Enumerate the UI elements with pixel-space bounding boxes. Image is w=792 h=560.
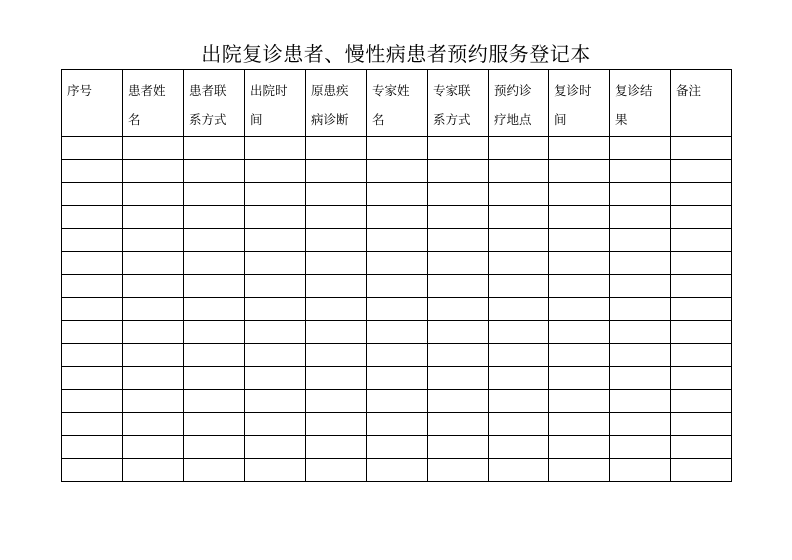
table-cell: [245, 436, 306, 459]
table-cell: [184, 344, 245, 367]
table-cell: [671, 344, 732, 367]
table-cell: [549, 206, 610, 229]
table-cell: [671, 206, 732, 229]
table-cell: [549, 229, 610, 252]
header-cell-appointment-location: 预约诊 疗地点: [489, 70, 549, 137]
table-cell: [306, 436, 367, 459]
table-cell: [489, 367, 549, 390]
table-cell: [123, 160, 184, 183]
table-cell: [184, 459, 245, 482]
table-cell: [184, 321, 245, 344]
table-cell: [306, 206, 367, 229]
header-cell-expert-contact: 专家联 系方式: [428, 70, 489, 137]
table-cell: [671, 275, 732, 298]
table-cell: [428, 344, 489, 367]
table-cell: [123, 275, 184, 298]
table-cell: [489, 321, 549, 344]
table-cell: [184, 390, 245, 413]
table-cell: [62, 367, 123, 390]
table-cell: [123, 436, 184, 459]
table-body: [62, 137, 732, 482]
table-cell: [367, 367, 428, 390]
table-cell: [367, 252, 428, 275]
table-cell: [610, 252, 671, 275]
table-cell: [62, 137, 123, 160]
table-cell: [123, 459, 184, 482]
table-cell: [549, 321, 610, 344]
table-cell: [428, 390, 489, 413]
table-cell: [245, 344, 306, 367]
table-cell: [367, 413, 428, 436]
table-cell: [306, 252, 367, 275]
table-cell: [671, 367, 732, 390]
table-cell: [123, 321, 184, 344]
header-cell-followup-time: 复诊时 间: [549, 70, 610, 137]
table-row: [62, 459, 732, 482]
header-cell-discharge-time: 出院时 间: [245, 70, 306, 137]
table-row: [62, 298, 732, 321]
table-cell: [245, 390, 306, 413]
table-cell: [62, 183, 123, 206]
table-cell: [245, 298, 306, 321]
table-cell: [367, 436, 428, 459]
table-cell: [367, 344, 428, 367]
table-cell: [62, 459, 123, 482]
table-cell: [549, 390, 610, 413]
table-cell: [62, 229, 123, 252]
page-title: 出院复诊患者、慢性病患者预约服务登记本: [201, 42, 591, 66]
table-row: [62, 344, 732, 367]
table-cell: [489, 183, 549, 206]
table-cell: [489, 298, 549, 321]
table-cell: [367, 206, 428, 229]
table-cell: [245, 206, 306, 229]
table-cell: [549, 413, 610, 436]
table-cell: [489, 275, 549, 298]
table-cell: [549, 367, 610, 390]
table-cell: [62, 206, 123, 229]
table-cell: [428, 275, 489, 298]
table-row: [62, 436, 732, 459]
table-cell: [306, 275, 367, 298]
table-cell: [367, 137, 428, 160]
table-cell: [245, 137, 306, 160]
table-cell: [306, 229, 367, 252]
header-row: [62, 70, 732, 137]
table-cell: [184, 229, 245, 252]
header-cell-patient-contact: 患者联 系方式: [184, 70, 245, 137]
table-cell: [549, 298, 610, 321]
table-cell: [245, 459, 306, 482]
table-cell: [671, 459, 732, 482]
table-cell: [306, 390, 367, 413]
table-cell: [367, 390, 428, 413]
table-cell: [306, 344, 367, 367]
table-cell: [367, 229, 428, 252]
table-cell: [184, 436, 245, 459]
table-cell: [184, 183, 245, 206]
table-cell: [123, 413, 184, 436]
table-cell: [306, 459, 367, 482]
table-cell: [428, 367, 489, 390]
table-cell: [489, 344, 549, 367]
table-cell: [428, 160, 489, 183]
table-cell: [671, 183, 732, 206]
table-cell: [123, 298, 184, 321]
table-cell: [184, 160, 245, 183]
table-cell: [671, 137, 732, 160]
table-cell: [610, 459, 671, 482]
table-cell: [367, 298, 428, 321]
table-cell: [62, 275, 123, 298]
table-cell: [184, 252, 245, 275]
table-cell: [123, 252, 184, 275]
table-cell: [610, 137, 671, 160]
table-cell: [489, 229, 549, 252]
table-cell: [428, 137, 489, 160]
table-cell: [549, 344, 610, 367]
table-cell: [549, 252, 610, 275]
table-cell: [367, 275, 428, 298]
table-cell: [489, 252, 549, 275]
table-cell: [549, 160, 610, 183]
table-cell: [306, 321, 367, 344]
table-cell: [245, 229, 306, 252]
table-cell: [428, 436, 489, 459]
header-cell-serial-number: 序号: [62, 70, 123, 137]
table-cell: [62, 344, 123, 367]
table-cell: [62, 390, 123, 413]
table-row: [62, 229, 732, 252]
table-cell: [245, 413, 306, 436]
table-cell: [428, 413, 489, 436]
table-cell: [671, 229, 732, 252]
table-cell: [610, 321, 671, 344]
table-cell: [245, 321, 306, 344]
table-cell: [671, 436, 732, 459]
table-cell: [245, 275, 306, 298]
table-cell: [671, 413, 732, 436]
table-cell: [184, 206, 245, 229]
table-cell: [610, 160, 671, 183]
table-cell: [428, 252, 489, 275]
table-cell: [549, 436, 610, 459]
table-row: [62, 137, 732, 160]
table-cell: [245, 252, 306, 275]
table-cell: [610, 390, 671, 413]
header-cell-original-diagnosis: 原患疾 病诊断: [306, 70, 367, 137]
table-cell: [428, 183, 489, 206]
table-row: [62, 183, 732, 206]
table-cell: [610, 183, 671, 206]
table-cell: [123, 229, 184, 252]
table-cell: [610, 298, 671, 321]
table-cell: [123, 137, 184, 160]
table-cell: [671, 298, 732, 321]
table-cell: [62, 321, 123, 344]
table-cell: [489, 436, 549, 459]
table-cell: [610, 436, 671, 459]
table-cell: [610, 206, 671, 229]
header-cell-expert-name: 专家姓 名: [367, 70, 428, 137]
table-cell: [306, 137, 367, 160]
table-cell: [549, 183, 610, 206]
table-row: [62, 275, 732, 298]
table-cell: [489, 459, 549, 482]
table-cell: [428, 459, 489, 482]
table-cell: [428, 321, 489, 344]
table-cell: [62, 413, 123, 436]
table-cell: [367, 183, 428, 206]
table-cell: [489, 390, 549, 413]
table-cell: [184, 298, 245, 321]
table-cell: [610, 413, 671, 436]
table-cell: [245, 183, 306, 206]
table-cell: [549, 275, 610, 298]
table-cell: [184, 275, 245, 298]
table-cell: [489, 413, 549, 436]
table-cell: [123, 206, 184, 229]
table-cell: [489, 137, 549, 160]
table-row: [62, 160, 732, 183]
table-cell: [671, 321, 732, 344]
table-cell: [62, 160, 123, 183]
table-cell: [123, 367, 184, 390]
header-cell-followup-result: 复诊结 果: [610, 70, 671, 137]
table-cell: [489, 160, 549, 183]
table-cell: [549, 459, 610, 482]
table-cell: [367, 321, 428, 344]
table-cell: [245, 367, 306, 390]
header-cell-patient-name: 患者姓 名: [123, 70, 184, 137]
table-cell: [184, 367, 245, 390]
table-cell: [306, 183, 367, 206]
table-cell: [306, 367, 367, 390]
table-cell: [428, 206, 489, 229]
table-cell: [306, 160, 367, 183]
table-cell: [184, 413, 245, 436]
table-cell: [671, 252, 732, 275]
table-row: [62, 367, 732, 390]
table-cell: [610, 344, 671, 367]
table-cell: [184, 137, 245, 160]
table-cell: [367, 459, 428, 482]
table-cell: [671, 160, 732, 183]
table-cell: [123, 344, 184, 367]
table-row: [62, 206, 732, 229]
table-cell: [62, 436, 123, 459]
table-cell: [428, 229, 489, 252]
table-cell: [610, 229, 671, 252]
table-cell: [549, 137, 610, 160]
table-row: [62, 413, 732, 436]
table-cell: [306, 413, 367, 436]
table-cell: [489, 206, 549, 229]
table-row: [62, 390, 732, 413]
table-cell: [62, 298, 123, 321]
table-row: [62, 321, 732, 344]
table-row: [62, 252, 732, 275]
table-cell: [671, 390, 732, 413]
table-cell: [610, 367, 671, 390]
table-cell: [123, 390, 184, 413]
table-cell: [306, 298, 367, 321]
table-cell: [245, 160, 306, 183]
header-cell-remarks: 备注: [671, 70, 732, 137]
registration-table: [61, 69, 732, 482]
table-cell: [610, 275, 671, 298]
table-cell: [367, 160, 428, 183]
table-cell: [123, 183, 184, 206]
table-cell: [428, 298, 489, 321]
table-cell: [62, 252, 123, 275]
